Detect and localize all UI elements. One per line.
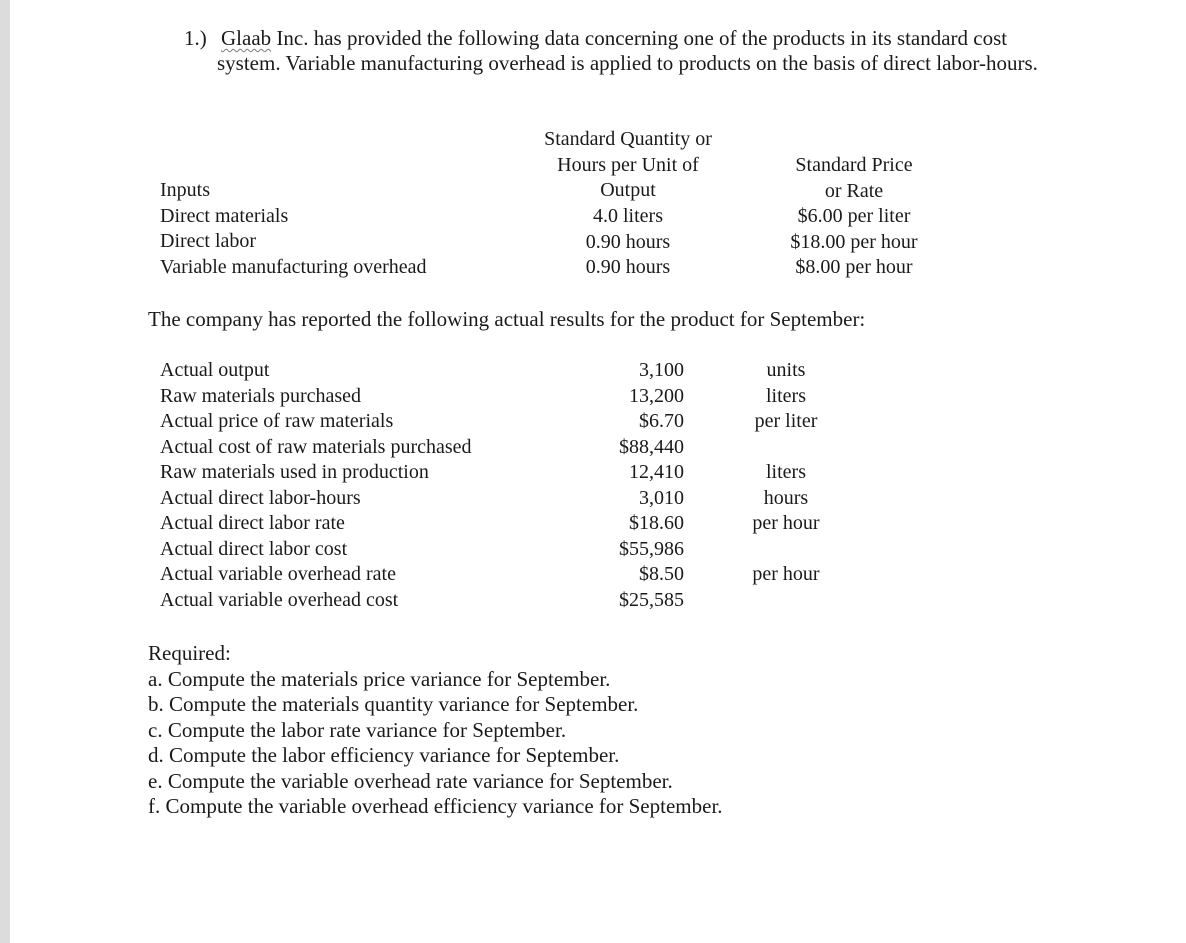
actual-result-value: $55,986	[619, 537, 684, 560]
actual-result-label: Actual direct labor cost	[160, 537, 348, 560]
standard-qty-header-line: Hours per Unit of	[557, 153, 699, 176]
required-title: Required:	[148, 641, 231, 665]
actual-result-label: Raw materials purchased	[160, 384, 362, 407]
standards-qty-value: 0.90 hours	[585, 230, 671, 253]
actual-results-label-column	[160, 358, 472, 613]
problem-intro	[184, 26, 1064, 76]
actual-result-label: Actual price of raw materials	[160, 410, 394, 432]
required-item: c. Compute the labor rate variance for September.	[148, 717, 567, 742]
actual-result-value: $6.70	[639, 410, 684, 432]
actual-result-value: 3,010	[639, 486, 684, 509]
standards-input-column	[160, 178, 427, 280]
actual-result-label: Actual direct labor-hours	[160, 486, 361, 509]
standards-price-value: $8.00 per hour	[795, 256, 913, 278]
actual-result-unit: per hour	[752, 563, 820, 585]
required-item: d. Compute the labor efficiency variance for September.	[148, 743, 620, 767]
standards-qty-value: 0.90 hours	[585, 256, 671, 278]
actual-result-unit: hours	[763, 486, 809, 509]
actual-result-label: Actual cost of raw materials purchased	[160, 435, 472, 458]
required-item: b. Compute the materials quantity variance for September.	[148, 692, 639, 716]
standards-input-label: Direct labor	[160, 230, 257, 252]
actual-result-unit: liters	[766, 384, 806, 407]
standards-qty-column	[568, 204, 688, 281]
required-section	[148, 641, 723, 820]
actual-result-label: Raw materials used in production	[160, 461, 429, 483]
actual-results-value-column	[560, 358, 684, 613]
standard-price-header-line: Standard Price	[795, 154, 913, 176]
actual-results-unit-column	[724, 358, 848, 613]
company-name: Glaab	[221, 26, 272, 50]
standard-qty-header-line: Output	[600, 179, 656, 201]
standard-qty-header	[528, 127, 728, 204]
inputs-header: Inputs	[160, 179, 210, 201]
actual-result-value: $88,440	[619, 435, 684, 458]
actual-result-unit	[724, 435, 848, 461]
problem-statement	[217, 26, 1064, 76]
standard-price-header-line: or Rate	[824, 179, 884, 202]
actual-result-unit	[724, 588, 848, 614]
required-item: e. Compute the variable overhead rate variance for September.	[148, 768, 673, 793]
problem-number: 1.)	[184, 26, 207, 50]
actual-result-label: Actual variable overhead rate	[160, 563, 396, 585]
actual-results-intro: The company has reported the following actual results for the product for September:	[148, 307, 866, 331]
problem-statement-text: Inc. has provided the following data concerning one of the products in its standard cost system. Variable manufacturing overhead is applied to products on the basis of direct labor-hours.	[217, 26, 1038, 75]
actual-result-label: Actual variable overhead cost	[160, 588, 399, 611]
actual-result-unit: liters	[766, 461, 806, 483]
actual-result-value: $8.50	[639, 563, 684, 585]
standards-price-value: $6.00 per liter	[797, 205, 911, 227]
actual-result-label: Actual direct labor rate	[160, 512, 345, 534]
required-item: f. Compute the variable overhead efficiency variance for September.	[148, 794, 723, 818]
actual-result-unit: per liter	[754, 410, 818, 432]
standards-input-label: Direct materials	[160, 204, 289, 227]
actual-result-label: Actual output	[160, 359, 270, 381]
standard-qty-header-line: Standard Quantity or	[544, 128, 712, 150]
actual-result-value: $25,585	[619, 588, 684, 611]
standards-input-label: Variable manufacturing overhead	[160, 255, 427, 278]
actual-result-value: 13,200	[629, 384, 684, 407]
standards-qty-value: 4.0 liters	[593, 205, 663, 227]
standard-price-header	[772, 153, 936, 204]
actual-result-value: 12,410	[629, 461, 684, 483]
standards-price-column	[760, 204, 948, 281]
actual-result-unit	[724, 537, 848, 563]
actual-result-unit: per hour	[752, 512, 820, 534]
page-left-border	[0, 0, 10, 943]
standards-price-value: $18.00 per hour	[790, 230, 918, 253]
actual-result-value: $18.60	[629, 512, 684, 534]
actual-result-unit: units	[766, 359, 806, 381]
actual-result-value: 3,100	[639, 359, 684, 381]
required-item: a. Compute the materials price variance for September.	[148, 666, 611, 691]
